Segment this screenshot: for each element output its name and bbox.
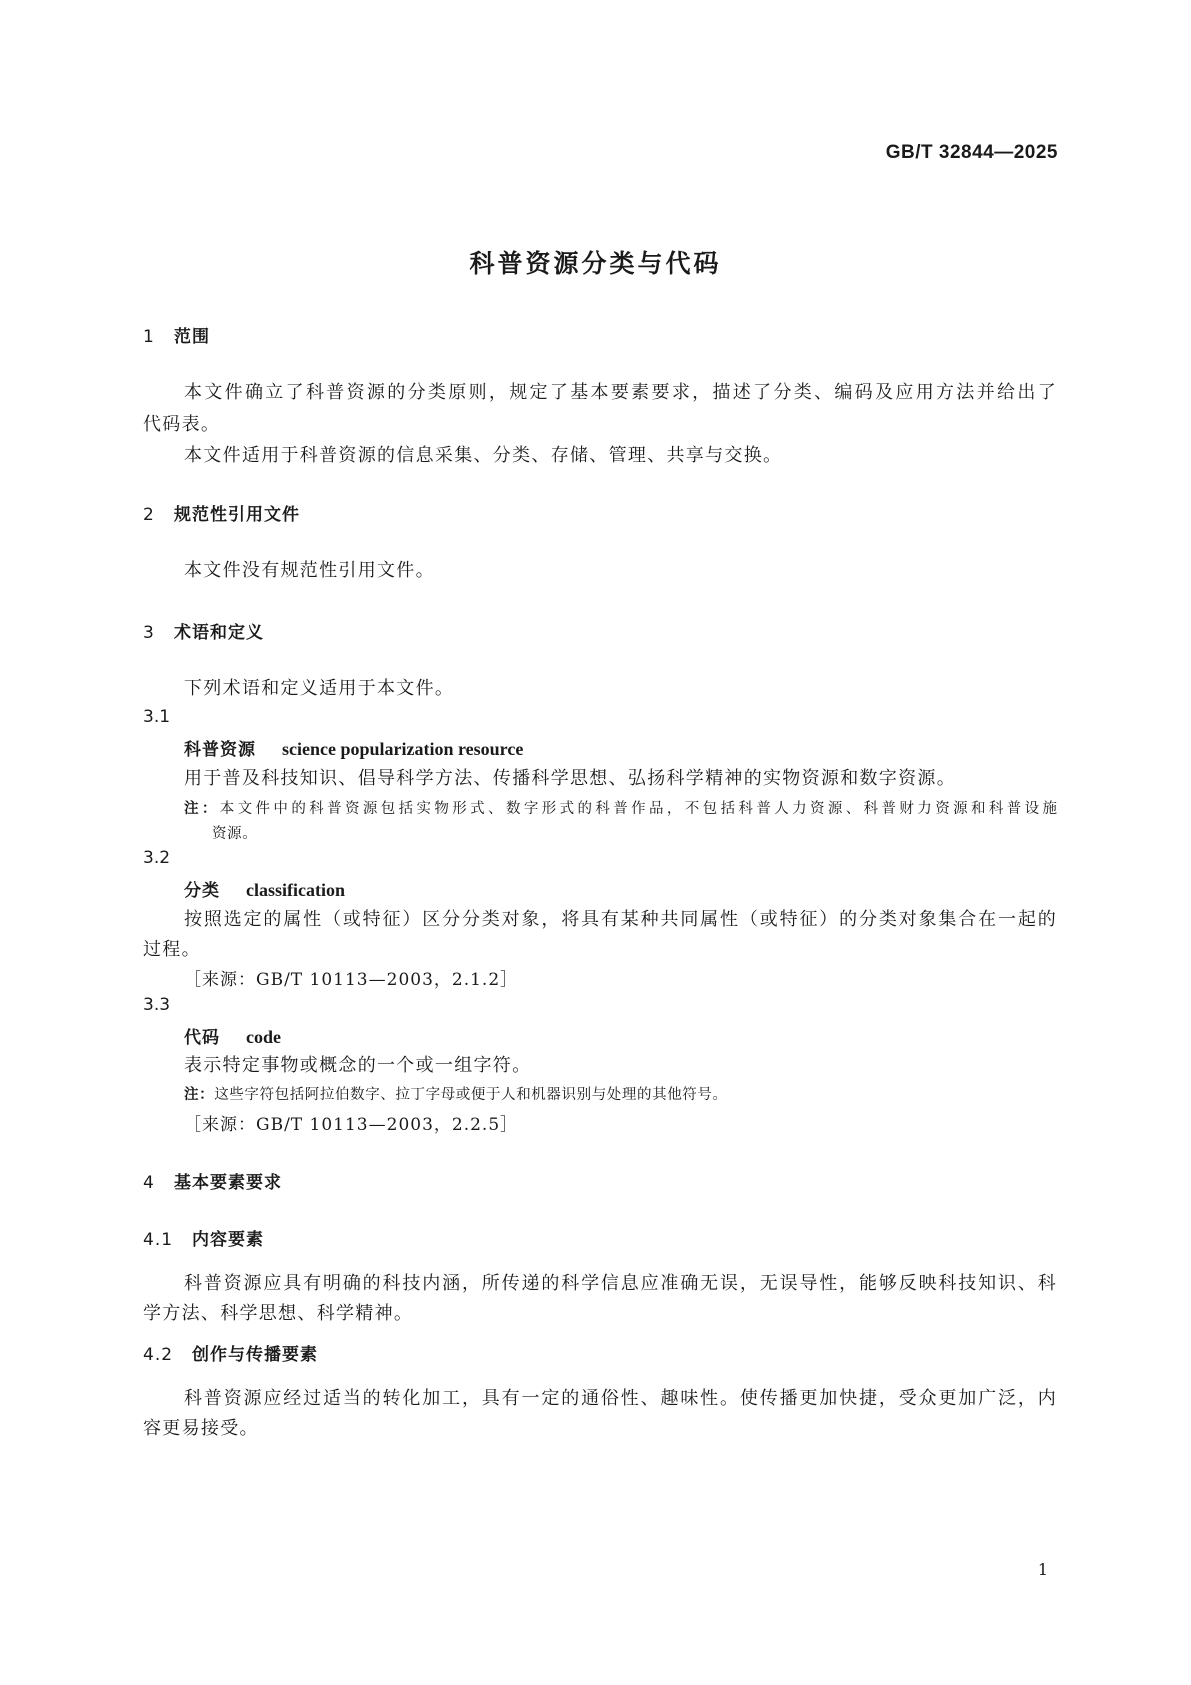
subsection-title: 内容要素: [192, 1230, 264, 1250]
section-number: 4: [143, 1173, 155, 1193]
section-title: 范围: [174, 327, 210, 347]
paragraph-line: 代码表。: [143, 414, 221, 435]
note-line: [184, 1083, 728, 1104]
note-line: [184, 797, 1057, 818]
term-number: 3.1: [143, 707, 171, 727]
term-zh: 科普资源: [184, 740, 256, 760]
section-3-heading: [143, 618, 264, 643]
paragraph-line: 容更易接受。: [143, 1418, 259, 1439]
subsection-number: 4.2: [143, 1345, 174, 1365]
section-title: 规范性引用文件: [174, 505, 300, 525]
term-en: code: [246, 1027, 281, 1047]
paragraph: 本文件没有规范性引用文件。: [184, 560, 435, 581]
subsection-title: 创作与传播要素: [192, 1345, 318, 1365]
note-line: 资源。: [212, 826, 258, 842]
note-label: 注：: [184, 801, 220, 817]
paragraph-line: 科普资源应经过适当的转化加工，具有一定的通俗性、趣味性。使传播更加快捷，受众更加广泛，内: [184, 1388, 1057, 1409]
term-en: science popularization resource: [282, 739, 524, 759]
term-number: 3.3: [143, 995, 171, 1015]
note-label: 注：: [184, 1087, 215, 1103]
section-number: 2: [143, 505, 155, 525]
term-number: 3.2: [143, 848, 171, 868]
paragraph-line: 科普资源应具有明确的科技内涵，所传递的科学信息应准确无误，无误导性，能够反映科技知识、科: [184, 1273, 1057, 1294]
section-number: 1: [143, 327, 155, 347]
term-definition: 用于普及科技知识、倡导科学方法、传播科学思想、弘扬科学精神的实物资源和数字资源。: [184, 768, 956, 789]
standard-code: GB/T 32844—2025: [885, 142, 1058, 163]
section-title: 基本要素要求: [174, 1173, 282, 1193]
note-text: 本文件中的科普资源包括实物形式、数字形式的科普作品，不包括科普人力资源、科普财力资源和科普设施: [219, 801, 1058, 817]
term-zh: 代码: [184, 1028, 220, 1048]
term-en: classification: [246, 880, 345, 900]
term-definition: 表示特定事物或概念的一个或一组字符。: [184, 1055, 532, 1076]
paragraph-line: 本文件确立了科普资源的分类原则，规定了基本要素要求，描述了分类、编码及应用方法并给出了: [184, 382, 1057, 403]
paragraph-line: 学方法、科学思想、科学精神。: [143, 1303, 414, 1324]
term-source: ［来源：GB/T 10113—2003，2.1.2］: [184, 970, 519, 990]
section-title: 术语和定义: [174, 623, 264, 643]
term-zh: 分类: [184, 881, 220, 901]
subsection-4-2-heading: [143, 1340, 318, 1365]
document-title: 科普资源分类与代码: [469, 249, 722, 278]
paragraph: 下列术语和定义适用于本文件。: [184, 678, 455, 699]
section-2-heading: [143, 500, 300, 525]
term-entry: [184, 876, 345, 901]
page-number: 1: [1037, 1560, 1048, 1579]
term-entry: [184, 1023, 281, 1048]
subsection-number: 4.1: [143, 1230, 174, 1250]
section-number: 3: [143, 623, 155, 643]
term-entry: [184, 735, 523, 760]
paragraph: 本文件适用于科普资源的信息采集、分类、存储、管理、共享与交换。: [184, 445, 783, 466]
subsection-4-1-heading: [143, 1225, 264, 1250]
section-1-heading: [143, 322, 210, 347]
section-4-heading: [143, 1168, 282, 1193]
term-source: ［来源：GB/T 10113—2003，2.2.5］: [184, 1115, 519, 1135]
note-text: 这些字符包括阿拉伯数字、拉丁字母或便于人和机器识别与处理的其他符号。: [214, 1087, 728, 1103]
term-definition-line: 过程。: [143, 939, 201, 960]
term-definition-line: 按照选定的属性（或特征）区分分类对象，将具有某种共同属性（或特征）的分类对象集合在一起的: [184, 909, 1057, 930]
